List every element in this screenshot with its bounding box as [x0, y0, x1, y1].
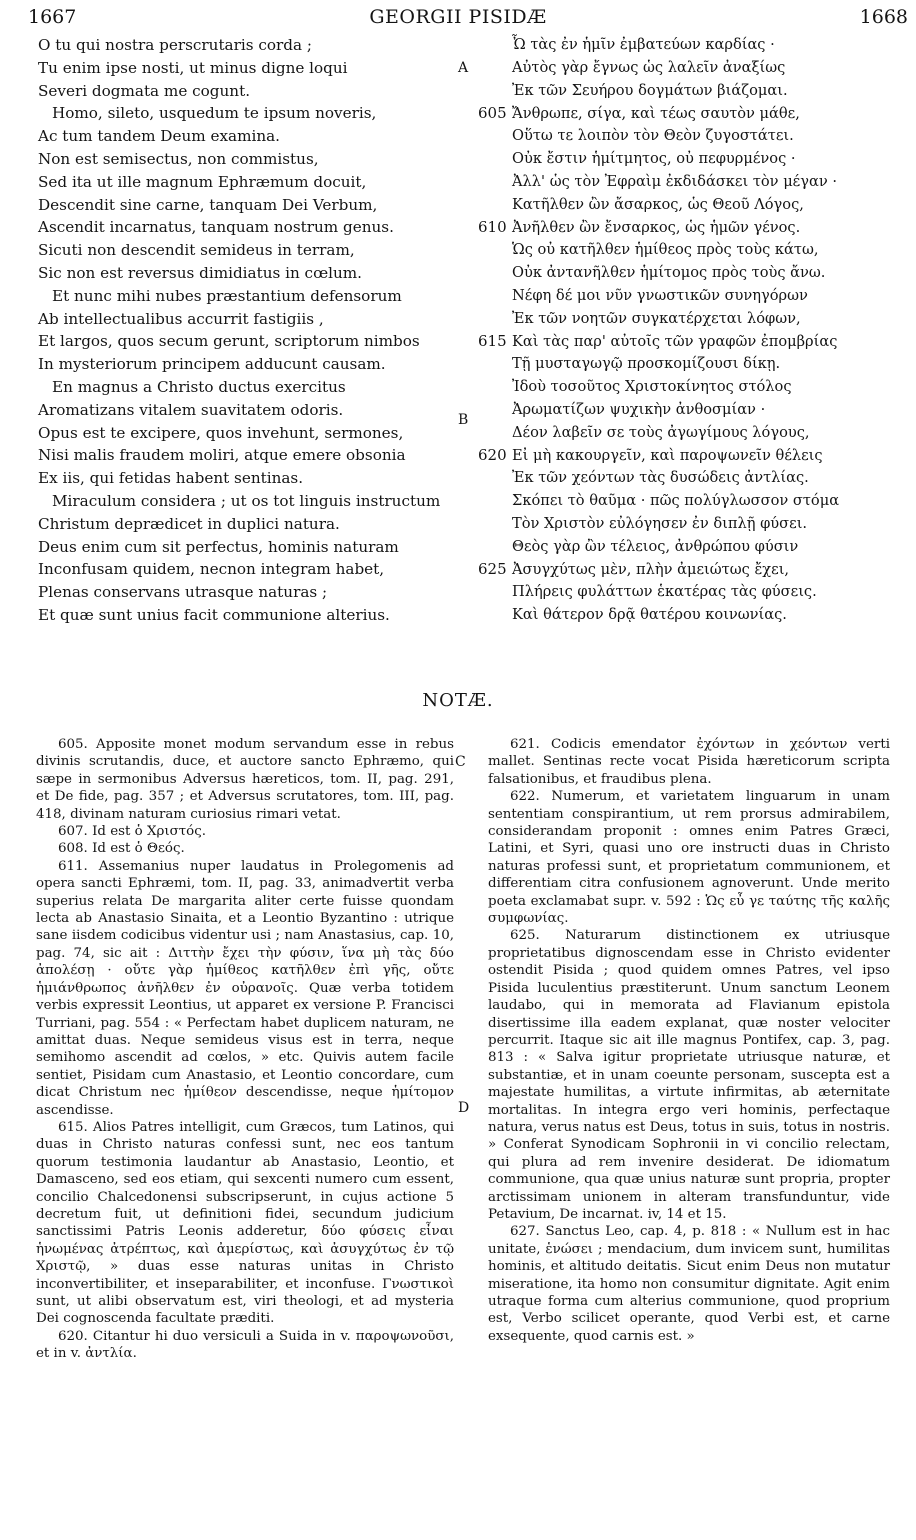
latin-verse-line: Inconfusam quidem, necnon integram habet,	[38, 560, 385, 579]
greek-verse-line	[478, 148, 898, 171]
latin-verse-line: Descendit sine carne, tanquam Dei Verbum,	[38, 195, 378, 214]
note-number: 615.	[58, 1119, 88, 1135]
note-text: Naturarum distinctionem ex utriusque proprietatibus dignoscendam esse in Christo evidenter ostendit Pisida ; quod quidem omnes Patres, vel ipso Pisida luculentius præstiterunt. Unum sanctum Leonem laudabo, qui in memorata ad Flavianum epistola disertissime illa eadem explanat, quæ noster velociter percurrit. Itaque sic ait ille magnus Pontifex, cap. 3, pag. 813 : « Salva igitur proprietate utriusque naturæ, et substantiæ, et in unam coeunte personam, suscepta est a majestate humilitas, a virtute infirmitas, ab æternitate mortalitas. In integra ergo veri hominis, perfectaque natura, verus natus est Deus, totus in suis, totus in nostris. » Conferat Synodicam Sophronii in vi concilio relectam, qui plura ad rem invenire desiderat. De idiomatum communione, qua quæ unius naturæ sunt propria, propter arctissimam unionem in alteram transfunduntur, vide Petavium, De incarnat. iv, 14 et 15.	[488, 928, 890, 1222]
latin-verse-line: Sicuti non descendit semideus in terram,	[38, 241, 355, 260]
greek-verse-text: Ἀσυγχύτως μὲν, πλὴν ἀμειώτως ἔχει,	[512, 561, 790, 579]
latin-verse-line: Et nunc mihi nubes præstantium defensorum	[52, 286, 402, 305]
greek-verse-text: Σκόπει τὸ θαῦμα · πῶς πολύγλωσσον στόμα	[512, 491, 840, 509]
verse-number: 605	[478, 104, 507, 123]
latin-verse-line: Homo, sileto, usquedum te ipsum noveris,	[52, 104, 377, 123]
latin-verse-line: Sed ita ut ille magnum Ephræmum docuit,	[38, 172, 367, 191]
greek-verse-line	[478, 285, 898, 308]
latin-verse-line: Deus enim cum sit perfectus, hominis naturam	[38, 537, 399, 556]
note-number: 608.	[58, 841, 88, 857]
latin-verse-line: Ab intellectualibus accurrit fastigiis ,	[38, 309, 324, 328]
verse-number: 620	[478, 446, 507, 465]
margin-letter-b: B	[458, 412, 469, 428]
notes-column-right	[488, 736, 890, 1345]
greek-verse-text: Ἀλλ' ὡς τὸν Ἐφραὶμ ἐκδιδάσκει τὸν μέγαν ·	[512, 172, 837, 190]
greek-verse-text: Ἐκ τῶν νοητῶν συγκατέρχεται λόφων,	[512, 309, 801, 327]
greek-verse-text: Οὐκ ἔστιν ἡμίτμητος, οὐ πεφυρμένος ·	[512, 149, 796, 167]
greek-verse-text: Ἐκ τῶν χεόντων τὰς δυσώδεις ἀντλίας.	[512, 469, 809, 487]
note-entry	[488, 1223, 890, 1345]
latin-verse-line: Sic non est reversus dimidiatus in cœlum.	[38, 263, 362, 282]
latin-verse-line: Christum deprædicet in duplici natura.	[38, 514, 340, 533]
note-text: Codicis emendator ἐχόντων in χεόντων verti mallet. Sentinas recte vocat Pisida hæreticorum scripta falsationibus, et fraudibus plena.	[488, 737, 890, 787]
greek-verse-text: Θεὸς γὰρ ὢν τέλειος, ἀνθρώπου φύσιν	[512, 537, 799, 555]
greek-verse-text: Νέφη δέ μοι νῦν γνωστικῶν συνηγόρων	[512, 286, 808, 304]
greek-verse-text: Καὶ τὰς παρ' αὐτοῖς τῶν γραφῶν ἐπομβρίας	[512, 333, 838, 351]
greek-verse-line	[478, 376, 898, 399]
greek-verse-text: Αὐτὸς γὰρ ἔγνως ὡς λαλεῖν ἀναξίως	[512, 58, 786, 76]
greek-verse-text: Εἰ μὴ κακουργεῖν, καὶ παροψωνεῖν θέλεις	[512, 447, 823, 465]
note-entry	[36, 840, 454, 857]
note-entry	[36, 858, 454, 1119]
greek-verse-line	[478, 330, 898, 353]
note-text: Id est ὁ Χριστός.	[92, 824, 206, 840]
greek-verse-line	[478, 194, 898, 217]
latin-verse-line: Ac tum tandem Deum examina.	[38, 127, 280, 146]
note-text: Sanctus Leo, cap. 4, p. 818 : « Nullum est in hac unitate, ἑνώσει ; mendacium, dum invicem sunt, humilitas hominis, et altitudo deitatis. Sicut enim Deus non mutatur miseratione, ita homo non consumitur dignitate. Agit enim utraque forma cum alterius communione, quod proprium est, Verbo scilicet operante, quod Verbi est, et carne exsequente, quod carnis est. »	[488, 1224, 890, 1344]
greek-verse-line	[478, 102, 898, 125]
margin-letter-d: D	[458, 1100, 470, 1116]
greek-verse-line	[478, 34, 898, 57]
notes-heading: NOTÆ.	[422, 690, 494, 711]
latin-verse-line: Miraculum considera ; ut os tot linguis instructum	[52, 491, 441, 510]
greek-verse-text: Κατῆλθεν ὢν ἄσαρκος, ὡς Θεοῦ Λόγος,	[512, 195, 804, 213]
note-entry	[488, 788, 890, 927]
greek-verse-line	[478, 558, 898, 581]
greek-verse-line	[478, 513, 898, 536]
greek-verse-line	[478, 216, 898, 239]
latin-verse-line: Severi dogmata me cogunt.	[38, 81, 251, 100]
note-text: Citantur hi duo versiculi a Suida in v. παροψωνοῦσι, et in v. ἀντλία.	[36, 1328, 454, 1362]
greek-verse-text: Ἰδοὺ τοσοῦτος Χριστοκίνητος στόλος	[512, 377, 792, 395]
note-entry	[488, 927, 890, 1223]
note-number: 611.	[58, 858, 88, 874]
latin-verse-line: O tu qui nostra perscrutaris corda ;	[38, 36, 312, 54]
greek-verse-line	[478, 239, 898, 262]
greek-verse-text: Καὶ θάτερον δρᾷ θατέρου κοινωνίας.	[512, 605, 787, 623]
notes-column-left	[36, 736, 454, 1363]
latin-verse-line: Plenas conservans utrasque naturas ;	[38, 583, 328, 602]
note-text: Numerum, et varietatem linguarum in unam sententiam conspirantium, ut rem prorsus admirabilem, considerandam proponit : omnes enim Patres Græci, Latini, et Syri, quasi uno ore instructi duas in Christo naturas professi sunt, et proprietatum communionem, et differentiam citra confusionem agnoverunt. Unde merito poeta exclamabat supr. v. 592 : Ὡς εὖ γε ταύτης τῆς καλῆς συμφωνίας.	[488, 789, 890, 927]
note-number: 627.	[510, 1224, 540, 1240]
greek-verse-text: Οὐκ ἀντανῆλθεν ἡμίτομος πρὸς τοὺς ἄνω.	[512, 263, 826, 281]
greek-verse-text: Οὕτω τε λοιπὸν τὸν Θεὸν ζυγοστάτει.	[512, 127, 794, 145]
verse-number: 625	[478, 560, 507, 579]
page-number-left: 1667	[28, 6, 77, 28]
note-number: 605.	[58, 737, 88, 752]
latin-verse-line: En magnus a Christo ductus exercitus	[52, 377, 346, 396]
latin-verse-line: Opus est te excipere, quos invehunt, sermones,	[38, 423, 404, 442]
note-number: 622.	[510, 789, 540, 805]
greek-verse-line	[478, 80, 898, 103]
greek-verse-text: Ἀνῆλθεν ὢν ἔνσαρκος, ὡς ἡμῶν γένος.	[512, 219, 801, 237]
note-number: 625.	[510, 928, 540, 944]
note-text: Alios Patres intelligit, cum Græcos, tum Latinos, qui duas in Christo naturas confessi sunt, nec eos tantum quorum testimonia laudantur ab Anastasio, Leontio, et Damasceno, sed eos etiam, qui sexcenti numero cum essent, concilio Chalcedonensi subscripserunt, in cujus actione 5 decretum fuit, ut definitioni fidei, secundum judicium sanctissimi Patris Leonis adderetur, δύο φύσεις εἶναι ἡνωμένας ἀτρέπτως, καὶ ἀμερίστως, καὶ ἀσυγχύτως ἐν τῷ Χριστῷ, » duas esse naturas unitas in Christo inconvertibiliter, et inseparabiliter, et inconfuse. Γνωστικοὶ sunt, ut alibi observatum est, viri theologi, et ad mysteria Dei cognoscenda facultate præditi.	[36, 1119, 454, 1327]
note-text: Apposite monet modum servandum esse in rebus divinis scrutandis, duce, et auctore sancto Ephræmo, qui sæpe in sermonibus Adversus hæreticos, tom. II, pag. 291, et De fide, pag. 357 ; et Adversus scrutatores, tom. III, pag. 418, divinam naturam curiosius rimari vetat.	[36, 737, 455, 822]
greek-verse-line	[478, 490, 898, 513]
greek-verse-text: Ἐκ τῶν Σευήρου δογμάτων βιάζομαι.	[512, 81, 788, 99]
greek-verse-line	[478, 125, 898, 148]
margin-letter-c: C	[455, 754, 466, 770]
latin-verse-line: Nisi malis fraudem moliri, atque emere obsonia	[38, 446, 406, 465]
greek-verse-line	[478, 262, 898, 285]
running-title: GEORGII PISIDÆ	[369, 6, 547, 28]
latin-verse-line: Tu enim ipse nosti, ut minus digne loqui	[38, 58, 348, 77]
latin-verse-line: Et largos, quos secum gerunt, scriptorum nimbos	[38, 332, 420, 351]
greek-verse-text: Τὸν Χριστὸν εὐλόγησεν ἐν διπλῇ φύσει.	[512, 514, 808, 532]
note-entry	[36, 1328, 454, 1363]
greek-verse-text: Ὡς οὐ κατῆλθεν ἡμίθεος πρὸς τοὺς κάτω,	[512, 241, 819, 259]
note-entry	[488, 736, 890, 788]
greek-verse-text: Πλήρεις φυλάττων ἑκατέρας τὰς φύσεις.	[512, 583, 817, 601]
greek-verse-line	[478, 422, 898, 445]
greek-verse-line	[478, 467, 898, 490]
greek-verse-line	[478, 604, 898, 627]
latin-verse-line: Et quæ sunt unius facit communione alterius.	[38, 605, 390, 624]
greek-verse-line	[478, 353, 898, 376]
greek-verse-line	[478, 171, 898, 194]
greek-verse-column	[478, 34, 898, 627]
note-number: 607.	[58, 824, 88, 840]
note-text: Assemanius nuper laudatus in Prolegomenis ad opera sancti Ephræmi, tom. II, pag. 33, animadvertit verba superius relata De margarita aliter certe fuisse quondam lecta ab Anastasio Sinaita, et a Leontio Byzantino : utrique sane iisdem codicibus videntur usi ; nam Anastasius, cap. 10, pag. 74, sic ait : Διττὴν ἔχει τὴν φύσιν, ἵνα μὴ τὰς δύο ἀπολέσῃ · οὔτε γὰρ ἡμίθεος κατῆλθεν ἐπὶ γῆς, οὔτε ἡμιάνθρωπος ἀνῆλθεν ἐν οὐρανοῖς. Quæ verba totidem verbis expressit Leontius, ut apparet ex versione P. Francisci Turriani, pag. 554 : « Perfectam habet duplicem naturam, ne amittat duas. Neque semideus visus est in terra, neque semihomo ascendit ad cœlos, » etc. Quivis autem facile sentiet, Pisidam cum Anastasio, et Leontio concordare, cum dicat Christum nec ἡμίθεον descendisse, neque ἡμίτομον ascendisse.	[36, 858, 454, 1118]
greek-verse-text: Ἄνθρωπε, σίγα, καὶ τέως σαυτὸν μάθε,	[512, 105, 800, 123]
latin-verse-line: In mysteriorum principem adducunt causam.	[38, 355, 386, 374]
note-number: 621.	[510, 737, 540, 752]
greek-verse-line	[478, 399, 898, 422]
note-entry	[36, 736, 454, 823]
greek-verse-line	[478, 444, 898, 467]
greek-verse-line	[478, 581, 898, 604]
greek-verse-line	[478, 308, 898, 331]
verse-number: 610	[478, 218, 507, 237]
latin-verse-column	[38, 34, 456, 627]
note-entry	[36, 1119, 454, 1328]
latin-verse-line: Non est semisectus, non commistus,	[38, 149, 319, 168]
note-number: 620.	[58, 1328, 88, 1344]
greek-verse-text: Τῇ μυσταγωγῷ προσκομίζουσι δίκῃ.	[512, 355, 781, 373]
greek-verse-text: Ὦ τὰς ἐν ἡμῖν ἐμβατεύων καρδίας ·	[512, 36, 775, 53]
latin-verse-line: Ascendit incarnatus, tanquam nostrum genus.	[38, 218, 394, 237]
verse-number: 615	[478, 332, 507, 351]
margin-letter-a: A	[458, 60, 469, 76]
greek-verse-text: Δέον λαβεῖν σε τοὺς ἀγωγίμους λόγους,	[512, 423, 810, 441]
latin-verse-line: Aromatizans vitalem suavitatem odoris.	[38, 400, 344, 419]
latin-verse-line: Ex iis, qui fetidas habent sentinas.	[38, 469, 304, 488]
greek-verse-line	[478, 57, 898, 80]
greek-verse-text: Ἀρωματίζων ψυχικὴν ἀνθοσμίαν ·	[512, 400, 766, 418]
note-text: Id est ὁ Θεός.	[92, 841, 185, 857]
page-number-right: 1668	[859, 6, 908, 28]
greek-verse-line	[478, 536, 898, 559]
note-entry	[36, 823, 454, 840]
